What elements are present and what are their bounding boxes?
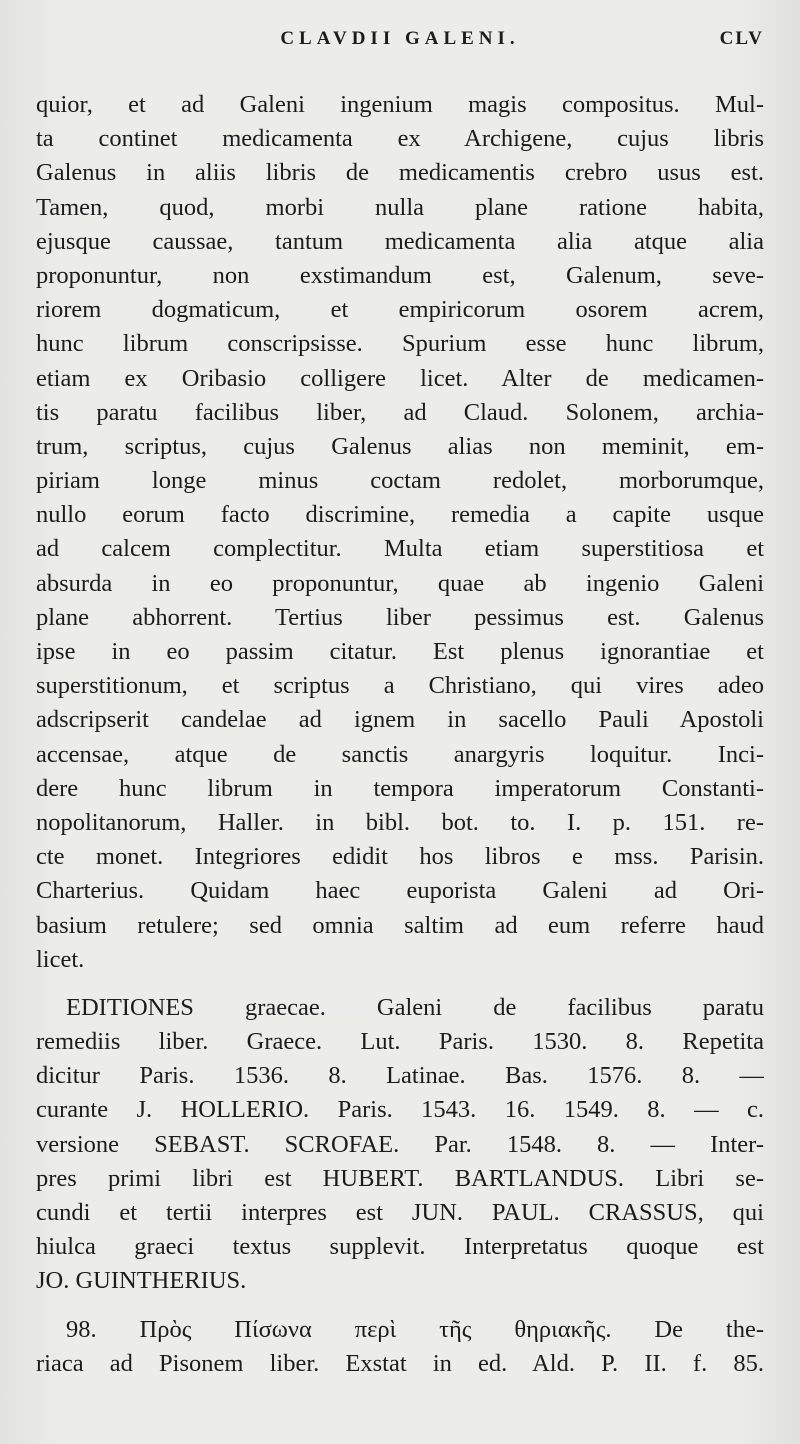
text-line: ejusque caussae, tantum medicamenta alia atque alia (36, 227, 764, 255)
text-line: pres primi libri est HUBERT. BARTLANDUS. Libri se- (36, 1164, 764, 1192)
text-line: ta continet medicamenta ex Archigene, cujus libris (36, 125, 764, 153)
text-line: etiam ex Oribasio colligere licet. Alter de medicamen- (36, 364, 764, 392)
text-line: ad calcem complectitur. Multa etiam superstitiosa et (36, 535, 764, 563)
text-line: nopolitanorum, Haller. in bibl. bot. to. I. p. 151. re- (36, 808, 764, 836)
page-number: CLV (719, 28, 764, 49)
text-line: quior, et ad Galeni ingenium magis compositus. Mul- (36, 91, 764, 118)
text-line: hunc librum conscripsisse. Spurium esse hunc librum, (36, 330, 764, 358)
paragraph-1 (36, 88, 764, 977)
paragraph-98 (36, 1313, 764, 1381)
running-head (36, 28, 764, 62)
text-line: ipse in eo passim citatur. Est plenus ignorantiae et (36, 638, 764, 665)
text-line: trum, scriptus, cujus Galenus alias non meminit, em- (36, 432, 764, 460)
text-line: absurda in eo proponuntur, quae ab ingenio Galeni (36, 569, 764, 597)
text-line: nullo eorum facto discrimine, remedia a capite usque (36, 501, 764, 529)
text-line: adscripserit candelae ad ignem in sacello Pauli Apostoli (36, 706, 764, 734)
text-line: piriam longe minus coctam redolet, morborumque, (36, 467, 764, 495)
text-line: 98. Πρὸς Πίσωνα περὶ τῆς θηριακῆς. De the- (66, 1315, 764, 1343)
text-line: versione SEBAST. SCROFAE. Par. 1548. 8. — Inter- (36, 1130, 764, 1158)
text-line: cundi et tertii interpres est JUN. PAUL. CRASSUS, qui (36, 1199, 764, 1226)
text-line: accensae, atque de sanctis anargyris loquitur. Inci- (36, 740, 764, 768)
text-line: cte monet. Integriores edidit hos libros e mss. Parisin. (36, 843, 764, 871)
text-line: Galenus in aliis libris de medicamentis crebro usus est. (36, 159, 764, 187)
running-title: CLAVDII GALENI. (280, 28, 520, 49)
paragraph-editions (36, 991, 764, 1299)
text-line: licet. (36, 945, 85, 973)
text-line: dicitur Paris. 1536. 8. Latinae. Bas. 1576. 8. — (36, 1062, 764, 1090)
text-line: plane abhorrent. Tertius liber pessimus est. Galenus (36, 603, 764, 631)
text-line: hiulca graeci textus supplevit. Interpretatus quoque est (36, 1233, 764, 1261)
text-line: Charterius. Quidam haec euporista Galeni ad Ori- (36, 877, 764, 905)
text-line: basium retulere; sed omnia saltim ad eum referre haud (36, 911, 764, 939)
text-line: superstitionum, et scriptus a Christiano, qui vires adeo (36, 672, 764, 700)
text-line: remediis liber. Graece. Lut. Paris. 1530. 8. Repetita (36, 1028, 764, 1056)
text-line: EDITIONES graecae. Galeni de facilibus paratu (66, 993, 764, 1021)
text-line: tis paratu facilibus liber, ad Claud. Solonem, archia- (36, 398, 764, 426)
text-line: Tamen, quod, morbi nulla plane ratione habita, (36, 193, 764, 221)
text-line: proponuntur, non exstimandum est, Galenum, seve- (36, 261, 764, 289)
text-line: curante J. HOLLERIO. Paris. 1543. 16. 1549. 8. — c. (36, 1096, 764, 1124)
body-text (36, 88, 764, 1381)
text-line: dere hunc librum in tempora imperatorum Constanti- (36, 774, 764, 802)
text-line: JO. GUINTHERIUS. (36, 1267, 247, 1295)
text-line: riorem dogmaticum, et empiricorum osorem acrem, (36, 296, 764, 324)
text-line: riaca ad Pisonem liber. Exstat in ed. Ald. P. II. f. 85. (36, 1349, 764, 1377)
